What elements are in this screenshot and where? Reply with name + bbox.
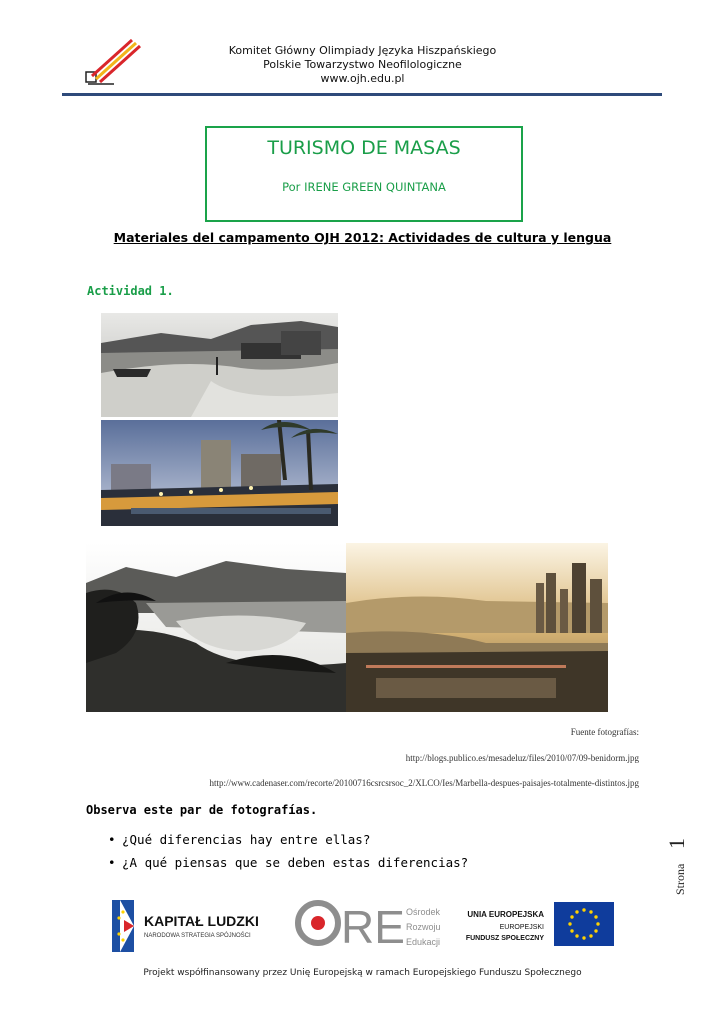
document-title: TURISMO DE MASAS <box>267 137 461 159</box>
page-marker-label: Strona <box>673 863 687 895</box>
page-marker <box>663 832 703 902</box>
header-rule <box>62 93 662 96</box>
question-text: ¿A qué piensas que se deben estas diferencias? <box>122 855 469 870</box>
observa-heading: Observa este par de fotografías. <box>86 803 318 817</box>
svg-text:UNIA EUROPEJSKA: UNIA EUROPEJSKA <box>467 910 544 919</box>
photo-source-label: Fuente fotografías: <box>570 727 639 737</box>
question-text: ¿Qué diferencias hay entre ellas? <box>122 832 371 847</box>
svg-text:RE: RE <box>341 901 405 953</box>
funding-logos <box>110 896 620 956</box>
modern-promenade-photo <box>101 420 338 526</box>
old-bay-photo <box>86 543 346 712</box>
svg-text:Rozwoju: Rozwoju <box>406 922 441 932</box>
eu-logo <box>466 902 614 946</box>
svg-text:KAPITAŁ LUDZKI: KAPITAŁ LUDZKI <box>144 913 259 929</box>
header-url: www.ojh.edu.pl <box>320 72 405 85</box>
bullet-icon: • <box>108 832 116 847</box>
bullet-icon: • <box>108 855 116 870</box>
old-beach-photo <box>101 313 338 417</box>
list-item <box>86 851 468 874</box>
ore-logo <box>298 897 441 953</box>
kapital-ludzki-logo <box>112 900 259 952</box>
svg-text:FUNDUSZ SPOŁECZNY: FUNDUSZ SPOŁECZNY <box>465 935 544 942</box>
author-line: Por IRENE GREEN QUINTANA <box>282 180 446 194</box>
question-list <box>86 828 468 874</box>
svg-text:NARODOWA STRATEGIA SPÓJNOŚCI: NARODOWA STRATEGIA SPÓJNOŚCI <box>144 933 251 939</box>
activity-heading: Actividad 1. <box>87 284 174 298</box>
page-number: 1 <box>664 838 689 849</box>
materials-heading: Materiales del campamento OJH 2012: Actividades de cultura y lengua <box>113 230 612 245</box>
modern-skyline-photo <box>346 543 608 712</box>
header-line-2: Polskie Towarzystwo Neofilologiczne <box>263 58 462 71</box>
list-item <box>86 828 468 851</box>
header-line-1: Komitet Główny Olimpiady Języka Hiszpańskiego <box>228 44 497 57</box>
svg-text:EUROPEJSKI: EUROPEJSKI <box>499 924 544 931</box>
svg-text:Ośrodek: Ośrodek <box>406 907 441 917</box>
photo-source-url-1[interactable]: http://blogs.publico.es/mesadeluz/files/2010/07/09-benidorm.jpg <box>405 753 639 763</box>
footer-text: Projekt współfinansowany przez Unię Europejską w ramach Europejskiego Funduszu Społecznego <box>143 968 582 978</box>
svg-text:Edukacji: Edukacji <box>406 937 441 947</box>
photo-source-url-2[interactable]: http://www.cadenaser.com/recorte/20100716csrcsrsoc_2/XLCO/Ies/Marbella-despues-paisajes-totalmente-distintos.jpg <box>209 778 639 788</box>
